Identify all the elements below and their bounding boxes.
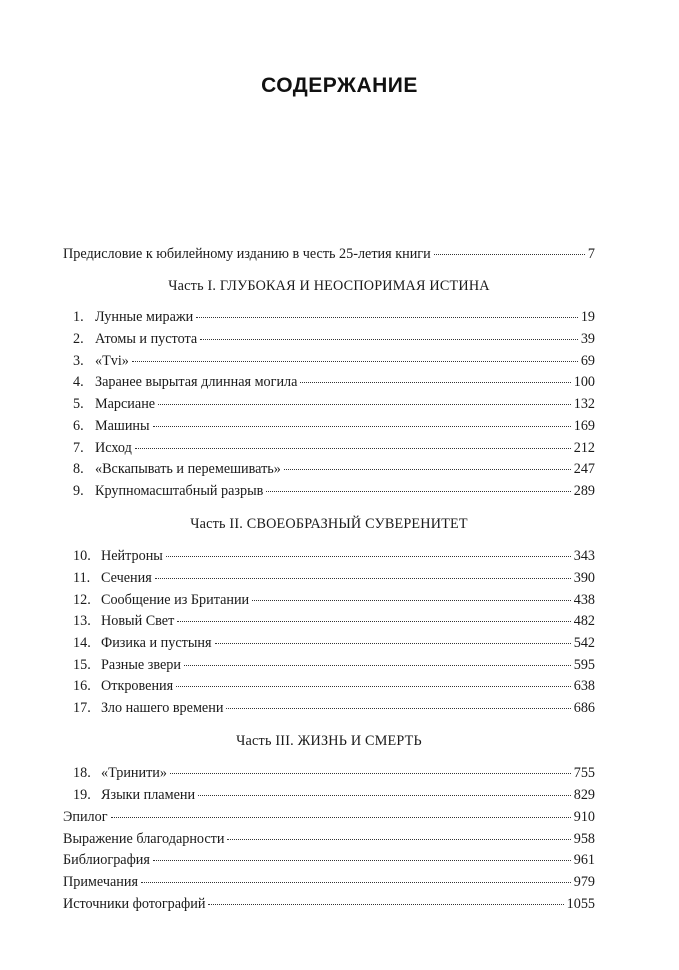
dot-leader bbox=[200, 339, 578, 340]
chapter-number: 8. bbox=[73, 461, 84, 478]
toc-entry-chapter-12[interactable] bbox=[63, 590, 595, 612]
part-heading-2: Часть II. СВОЕОБРАЗНЫЙ СУВЕРЕНИТЕТ bbox=[190, 515, 468, 532]
dot-leader bbox=[215, 643, 571, 644]
toc-entry-label: Источники фотографий bbox=[63, 895, 206, 912]
toc-entry-label: Разные звери bbox=[101, 656, 181, 673]
toc-page-number: 69 bbox=[580, 352, 595, 369]
toc-page-number: 482 bbox=[573, 613, 595, 630]
toc-page-number: 979 bbox=[573, 873, 595, 890]
toc-entry-photo-credits[interactable] bbox=[63, 894, 595, 916]
dot-leader bbox=[284, 469, 571, 470]
part-heading-1: Часть I. ГЛУБОКАЯ И НЕОСПОРИМАЯ ИСТИНА bbox=[168, 277, 490, 294]
toc-entry-chapter-11[interactable] bbox=[63, 568, 595, 590]
toc-entry-label: Предисловие к юбилейному изданию в честь 25-летия книги bbox=[63, 246, 431, 262]
chapter-number: 12. bbox=[73, 591, 91, 608]
dot-leader bbox=[266, 491, 570, 492]
toc-entry-label: «Тринити» bbox=[101, 765, 167, 782]
dot-leader bbox=[141, 882, 571, 883]
dot-leader bbox=[252, 600, 571, 601]
toc-entry-label: Исход bbox=[95, 439, 132, 456]
toc-entry-label: Примечания bbox=[63, 873, 138, 890]
toc-page-number: 595 bbox=[573, 656, 595, 673]
toc-entry-label: Сообщение из Британии bbox=[101, 591, 250, 608]
toc-entry-chapter-5[interactable] bbox=[63, 394, 595, 416]
toc-entry-label: Лунные миражи bbox=[95, 309, 194, 326]
toc-page-number: 212 bbox=[573, 439, 595, 456]
toc-entry-label: Библиография bbox=[63, 852, 150, 869]
toc-entry-label: Физика и пустыня bbox=[101, 635, 212, 651]
toc-entry-chapter-9[interactable] bbox=[63, 481, 595, 503]
toc-entry-label: Зло нашего времени bbox=[101, 700, 224, 717]
toc-page-number: 638 bbox=[573, 678, 595, 695]
dot-leader bbox=[184, 665, 571, 666]
toc-page-number: 100 bbox=[573, 374, 595, 391]
chapter-number: 13. bbox=[73, 613, 91, 630]
chapter-number: 14. bbox=[73, 635, 91, 651]
chapter-number: 6. bbox=[73, 417, 84, 434]
toc-entry-label: Нейтроны bbox=[101, 548, 163, 565]
dot-leader bbox=[166, 556, 571, 557]
toc-entry-chapter-6[interactable] bbox=[63, 416, 595, 438]
toc-entry-label: Новый Свет bbox=[101, 613, 175, 630]
toc-page-number: 686 bbox=[573, 700, 595, 717]
chapter-number: 15. bbox=[73, 656, 91, 673]
chapter-number: 4. bbox=[73, 374, 84, 391]
toc-page-number: 755 bbox=[573, 765, 595, 782]
toc-entry-chapter-14[interactable] bbox=[63, 633, 595, 655]
dot-leader bbox=[170, 773, 571, 774]
chapter-number: 11. bbox=[73, 569, 91, 586]
chapter-number: 3. bbox=[73, 352, 84, 369]
dot-leader bbox=[198, 795, 571, 796]
toc-page-number: 19 bbox=[580, 309, 595, 326]
toc-page-number: 247 bbox=[573, 461, 595, 478]
toc-page-number: 961 bbox=[573, 852, 595, 869]
toc-entry-label: «Вскапывать и перемешивать» bbox=[95, 461, 281, 478]
toc-entry-label: «Tvi» bbox=[95, 352, 129, 369]
dot-leader bbox=[158, 404, 571, 405]
toc-entry-chapter-17[interactable] bbox=[63, 698, 595, 720]
chapter-number: 18. bbox=[73, 765, 91, 782]
toc-entry-acknowledgements[interactable] bbox=[63, 829, 595, 851]
toc-entry-label: Языки пламени bbox=[101, 787, 196, 804]
chapter-number: 2. bbox=[73, 331, 84, 348]
toc-page-number: 343 bbox=[573, 548, 595, 565]
toc-page-number: 39 bbox=[580, 331, 595, 348]
dot-leader bbox=[300, 382, 570, 383]
toc-entry-label: Крупномасштабный разрыв bbox=[95, 482, 264, 499]
dot-leader bbox=[153, 426, 571, 427]
part-heading-3: Часть III. ЖИЗНЬ И СМЕРТЬ bbox=[236, 732, 422, 749]
toc-entry-label: Эпилог bbox=[63, 808, 108, 825]
toc-entry-chapter-18[interactable] bbox=[63, 763, 595, 785]
toc-page-number: 829 bbox=[573, 787, 595, 804]
toc-entry-chapter-8[interactable] bbox=[63, 459, 595, 481]
toc-page-number: 438 bbox=[573, 591, 595, 608]
toc-entry-chapter-19[interactable] bbox=[63, 785, 595, 807]
toc-entry-chapter-15[interactable] bbox=[63, 655, 595, 677]
dot-leader bbox=[196, 317, 578, 318]
toc-entry-chapter-2[interactable] bbox=[63, 329, 595, 351]
toc-entry-notes[interactable] bbox=[63, 872, 595, 894]
toc-entry-chapter-10[interactable] bbox=[63, 546, 595, 568]
toc-page-number: 132 bbox=[573, 396, 595, 413]
toc-entry-label: Атомы и пустота bbox=[95, 331, 198, 348]
toc-page-number: 542 bbox=[573, 635, 595, 651]
chapter-number: 7. bbox=[73, 439, 84, 456]
dot-leader bbox=[176, 686, 571, 687]
dot-leader bbox=[227, 839, 570, 840]
toc-entry-preface[interactable] bbox=[63, 244, 595, 266]
dot-leader bbox=[135, 448, 571, 449]
toc-entry-label: Сечения bbox=[101, 569, 152, 586]
toc-entry-bibliography[interactable] bbox=[63, 850, 595, 872]
toc-entry-label: Выражение благодарности bbox=[63, 830, 225, 847]
toc-entry-label: Марсиане bbox=[95, 396, 156, 413]
toc-page-number: 958 bbox=[573, 830, 595, 847]
toc-entry-chapter-16[interactable] bbox=[63, 676, 595, 698]
toc-entry-label: Заранее вырытая длинная могила bbox=[95, 374, 298, 391]
dot-leader bbox=[434, 254, 585, 255]
chapter-number: 5. bbox=[73, 396, 84, 413]
chapter-number: 17. bbox=[73, 700, 91, 717]
toc-entry-chapter-3[interactable] bbox=[63, 351, 595, 373]
dot-leader bbox=[132, 361, 578, 362]
toc-entry-label: Откровения bbox=[101, 678, 174, 695]
toc-entry-chapter-13[interactable] bbox=[63, 611, 595, 633]
toc-entry-chapter-7[interactable] bbox=[63, 438, 595, 460]
toc-entry-label: Машины bbox=[95, 417, 150, 434]
dot-leader bbox=[226, 708, 570, 709]
toc-page-number: 289 bbox=[573, 482, 595, 499]
toc-entry-chapter-1[interactable] bbox=[63, 307, 595, 329]
dot-leader bbox=[153, 860, 571, 861]
toc-page-number: 910 bbox=[573, 808, 595, 825]
toc-entry-epilogue[interactable] bbox=[63, 807, 595, 829]
toc-page-number: 7 bbox=[587, 246, 595, 262]
chapter-number: 16. bbox=[73, 678, 91, 695]
table-of-contents bbox=[63, 244, 595, 915]
dot-leader bbox=[177, 621, 570, 622]
toc-page-number: 390 bbox=[573, 569, 595, 586]
dot-leader bbox=[111, 817, 571, 818]
dot-leader bbox=[155, 578, 571, 579]
chapter-number: 19. bbox=[73, 787, 91, 804]
chapter-number: 9. bbox=[73, 482, 84, 499]
dot-leader bbox=[208, 904, 563, 905]
toc-entry-chapter-4[interactable] bbox=[63, 372, 595, 394]
chapter-number: 10. bbox=[73, 548, 91, 565]
toc-page-number: 1055 bbox=[566, 895, 595, 912]
page-title: СОДЕРЖАНИЕ bbox=[261, 74, 418, 97]
chapter-number: 1. bbox=[73, 309, 84, 326]
toc-page-number: 169 bbox=[573, 417, 595, 434]
